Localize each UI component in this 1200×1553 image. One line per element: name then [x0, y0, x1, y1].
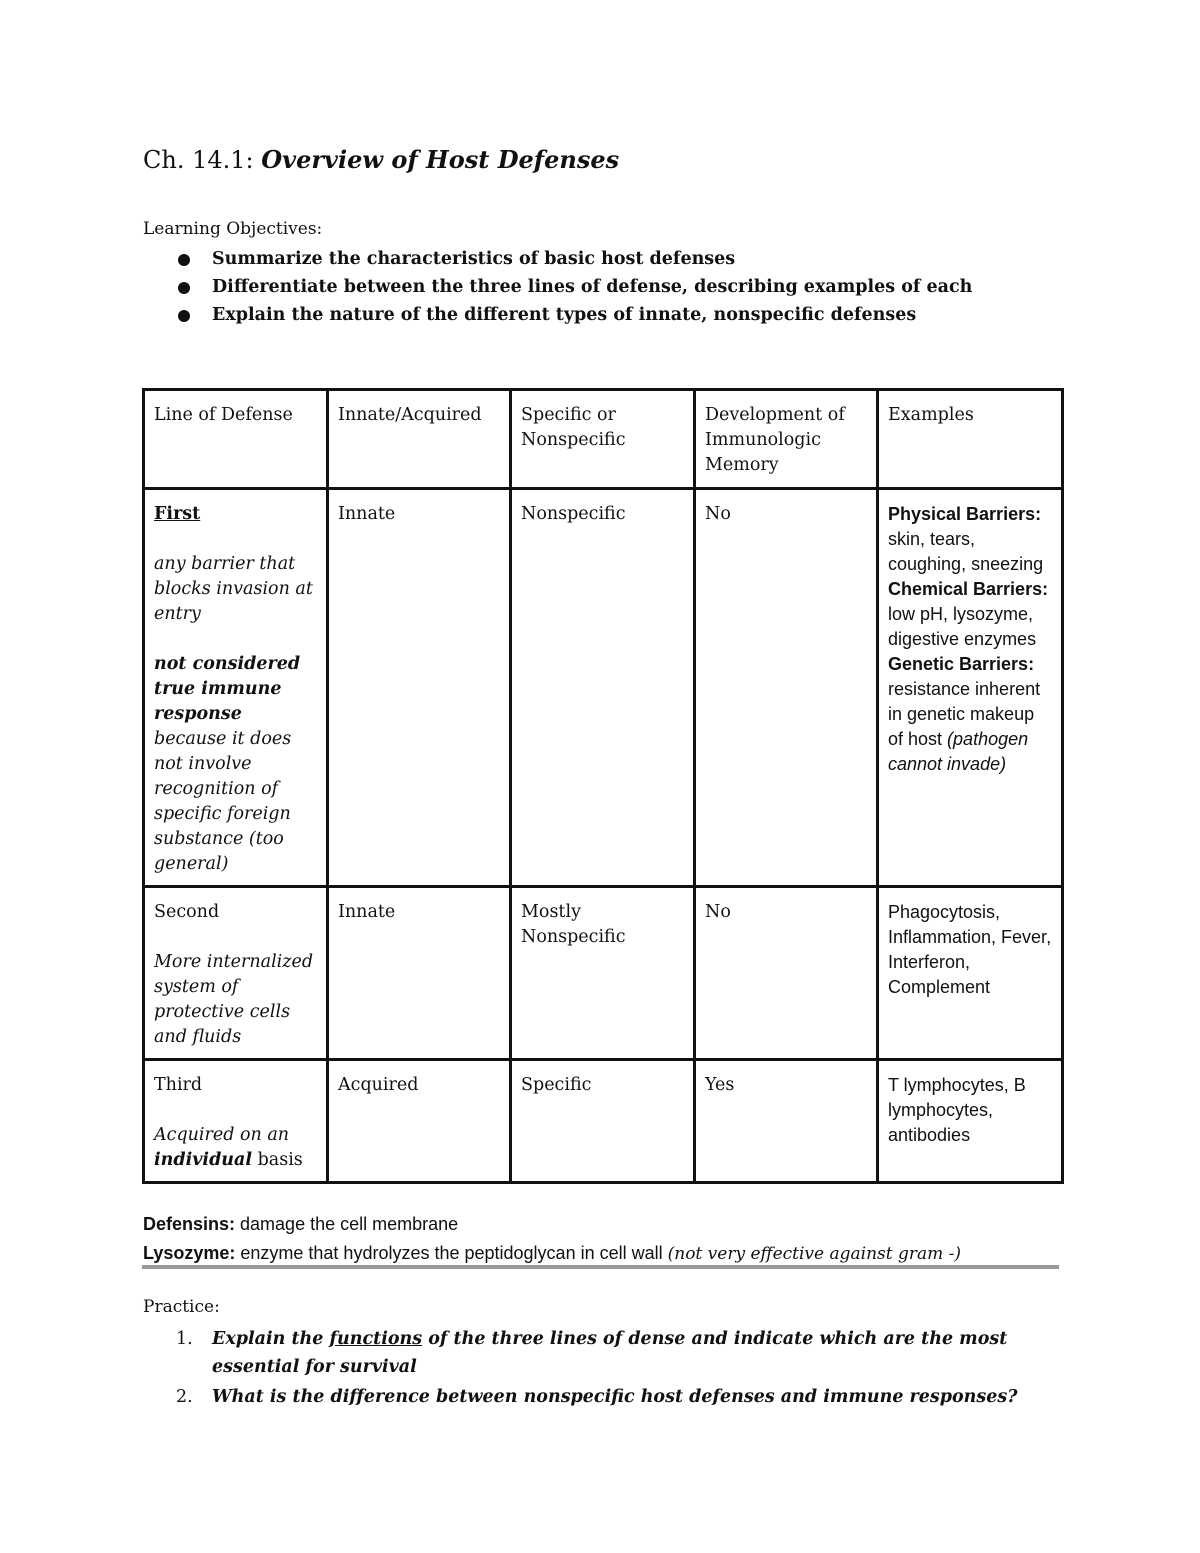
specificity-cell: Specific	[511, 1060, 695, 1183]
example-entry: Chemical Barriers: low pH, lysozyme, digestive enzymes	[888, 579, 1049, 649]
innate-cell: Innate	[328, 887, 511, 1060]
practice-heading: Practice:	[143, 1297, 220, 1317]
line-description: More internalized system of protective cells and fluids	[154, 952, 314, 1047]
innate-cell: Innate	[328, 489, 511, 887]
line-note: not considered true immune response because it does not involve recognition of specific foreign substance (too general)	[154, 654, 301, 874]
examples-cell: Phagocytosis, Inflammation, Fever, Interferon, Complement	[878, 887, 1063, 1060]
objectives-heading: Learning Objectives:	[143, 219, 323, 239]
horizontal-divider	[142, 1265, 1059, 1269]
bullet-icon	[178, 282, 190, 294]
examples-cell	[878, 489, 1063, 887]
memory-cell: Yes	[695, 1060, 878, 1183]
line-name: Third	[154, 1075, 203, 1095]
line-cell	[144, 887, 328, 1060]
innate-cell: Acquired	[328, 1060, 511, 1183]
header-cell: Innate/Acquired	[328, 390, 511, 489]
practice-list	[143, 1325, 1073, 1413]
table-row	[144, 887, 1063, 1060]
page-title	[143, 145, 619, 174]
definitions	[143, 1210, 961, 1269]
definition-defensins: Defensins: damage the cell membrane	[143, 1214, 459, 1234]
header-cell: Specific or Nonspecific	[511, 390, 695, 489]
memory-cell: No	[695, 489, 878, 887]
table-row	[144, 489, 1063, 887]
line-cell	[144, 1060, 328, 1183]
line-description: any barrier that blocks invasion at entry	[154, 554, 313, 624]
objectives-list	[143, 248, 972, 332]
practice-question: 1. Explain the functions of the three lines of dense and indicate which are the most essential for survival	[176, 1329, 1008, 1377]
table-header-row	[144, 390, 1063, 489]
objective-item: Explain the nature of the different types of innate, nonspecific defenses	[143, 304, 972, 332]
specificity-cell: Mostly Nonspecific	[511, 887, 695, 1060]
example-entry: Genetic Barriers: resistance inherent in genetic makeup of host (pathogen cannot invade)	[888, 654, 1041, 774]
memory-cell: No	[695, 887, 878, 1060]
chapter-number: Ch. 14.1:	[143, 146, 254, 174]
chapter-topic: Overview of Host Defenses	[261, 145, 620, 174]
header-cell: Examples	[878, 390, 1063, 489]
specificity-cell: Nonspecific	[511, 489, 695, 887]
line-name: Second	[154, 902, 220, 922]
definition-lysozyme: Lysozyme: enzyme that hydrolyzes the peptidoglycan in cell wall (not very effective against gram -)	[143, 1243, 962, 1264]
line-name: First	[154, 504, 201, 524]
header-cell: Development of Immunologic Memory	[695, 390, 878, 489]
table-row	[144, 1060, 1063, 1183]
bullet-icon	[178, 254, 190, 266]
example-entry: Physical Barriers: skin, tears, coughing, sneezing	[888, 504, 1044, 574]
header-cell: Line of Defense	[144, 390, 328, 489]
practice-question: 2. What is the difference between nonspecific host defenses and immune responses?	[176, 1387, 1018, 1407]
lines-of-defense-table	[142, 388, 1064, 1184]
objective-item: Summarize the characteristics of basic host defenses	[143, 248, 972, 276]
examples-cell: T lymphocytes, B lymphocytes, antibodies	[878, 1060, 1063, 1183]
bullet-icon	[178, 310, 190, 322]
line-cell	[144, 489, 328, 887]
objective-item: Differentiate between the three lines of defense, describing examples of each	[143, 276, 972, 304]
line-description: Acquired on an individual basis	[154, 1125, 303, 1170]
